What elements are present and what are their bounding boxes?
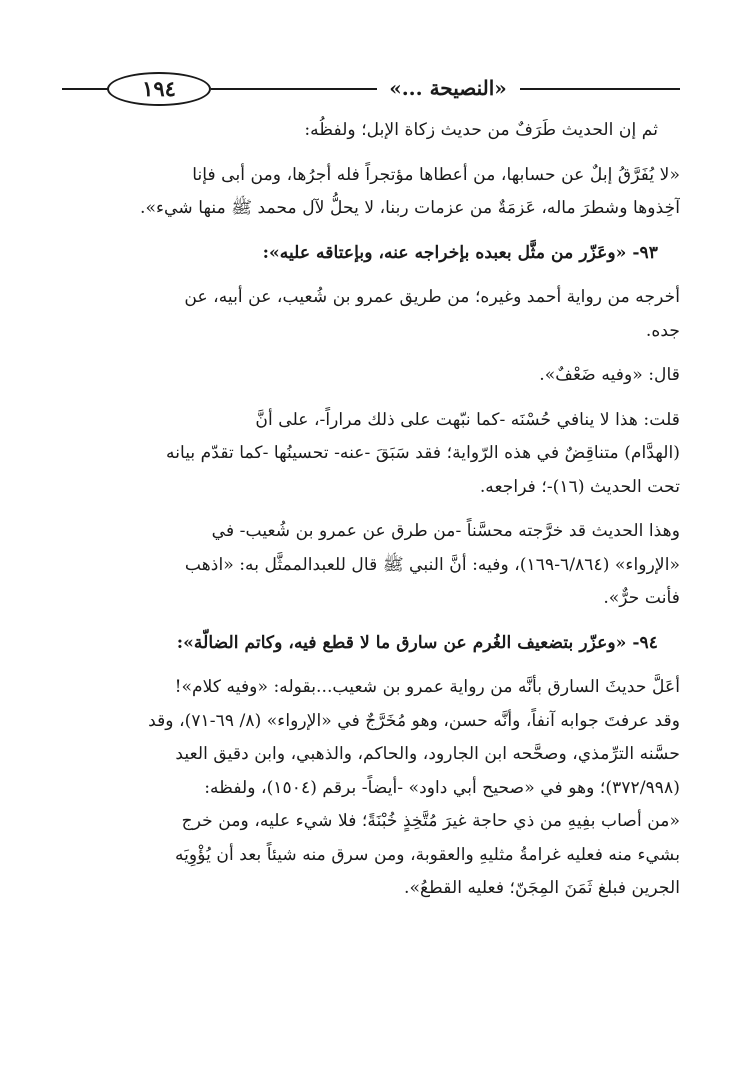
text-line: «من أصاب بفِيهِ من ذي حاجة غيرَ مُتَّخِذٍ خُبْنَةً؛ فلا شيء عليه، ومن خرج: [181, 811, 680, 831]
header-rule-right: [520, 88, 680, 90]
paragraph: [62, 404, 680, 505]
paragraph: [62, 281, 680, 348]
text-line: الجرين فبلغ ثَمَنَ المِجَنّ؛ فعليه القطعُ».: [404, 878, 680, 898]
running-title: «النصيحة ...»: [389, 76, 507, 100]
page-number: ١٩٤: [107, 72, 211, 106]
page-header: [62, 66, 680, 110]
header-rule-middle: [211, 88, 377, 90]
text-line: آخِذوها وشطرَ ماله، عَزمَةٌ من عزمات ربنا، لا يحلُّ لآل محمد ﷺ منها شيء».: [140, 198, 680, 218]
text-line: قلت: هذا لا ينافي حُسْنَه -كما نبّهت على ذلك مراراً-، على أنَّ: [255, 409, 680, 430]
text-line: ثم إن الحديث طَرَفٌ من حديث زكاة الإبل؛ ولفظُه:: [304, 120, 658, 140]
page-body: [62, 114, 680, 917]
text-line: بشيء منه فعليه غرامةُ مثليهِ والعقوبة، ومن سرق منه شيئاً بعد أن يُؤْوِيَه: [174, 844, 680, 865]
paragraph: [62, 671, 680, 906]
header-rule-left: [62, 88, 108, 90]
text-line: أخرجه من رواية أحمد وغيره؛ من طريق عمرو بن شُعيب، عن أبيه، عن: [184, 287, 680, 307]
text-line: حسَّنه الترِّمذي، وصحَّحه ابن الجارود، والحاكم، والذهبي، وابن دقيق العيد: [175, 744, 680, 764]
text-line: فأنت حرٌّ».: [603, 588, 680, 608]
text-line: جده.: [645, 320, 680, 341]
paragraph: [62, 114, 680, 148]
paragraph: [62, 359, 680, 393]
section-heading-94: [62, 627, 680, 661]
text-line: قال: «وفيه ضَعْفٌ».: [539, 365, 680, 385]
heading-line: ٩٤- «وعزّر بتضعيف الغُرم عن سارق ما لا قطع فيه، وكاتم الضالّة»:: [176, 632, 658, 653]
text-line: أعَلَّ حديثَ السارق بأنَّه من رواية عمرو بن شعيب...بقوله: «وفيه كلام»!: [174, 677, 680, 697]
heading-line: ٩٣- «وعَزّر من مثَّل بعبده بإخراجه عنه، وبإعتاقه عليه»:: [262, 242, 658, 263]
text-line: (٣٧٢/٩٩٨)؛ وهو في «صحيح أبي داود» -أيضاً- برقم (١٥٠٤)، ولفظه:: [204, 777, 680, 798]
section-heading-93: [62, 237, 680, 271]
text-line: وهذا الحديث قد خرَّجته محسَّناً -من طرق عن عمرو بن شُعيب- في: [211, 521, 680, 541]
text-line: وقد عرفتَ جوابه آنفاً، وأنَّه حسن، وهو مُخَرَّجٌ في «الإرواء» (٨/ ٦٩-٧١)، وقد: [148, 710, 680, 731]
text-line: «لا يُفَرَّقُ إبلٌ عن حسابها، من أعطاها مؤتجراً فله أجرُها، ومن أبى فإنا: [192, 164, 680, 185]
text-line: (الهدَّام) متناقِضٌ في هذه الرّواية؛ فقد سَبَقَ -عنه- تحسينُها -كما تقدّم بيانه: [165, 443, 680, 463]
text-line: «الإرواء» (٦/٨٦٤-١٦٩)، وفيه: أنَّ النبي ﷺ قال للعبدالممثَّل به: «اذهب: [184, 554, 680, 575]
paragraph: [62, 515, 680, 616]
quote-paragraph: [62, 159, 680, 226]
text-line: تحت الحديث (١٦)-؛ فراجعه.: [479, 476, 680, 497]
